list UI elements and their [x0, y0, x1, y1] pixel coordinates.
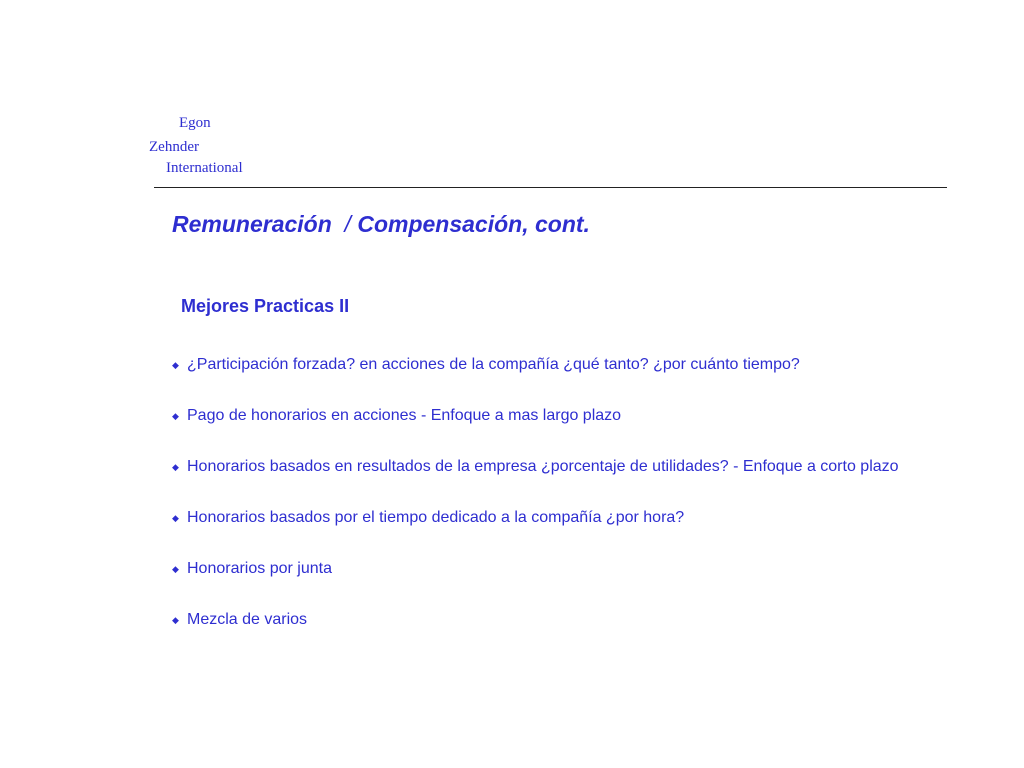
diamond-bullet-icon: ◆ [172, 411, 179, 421]
section-subtitle: Mejores Practicas II [181, 296, 350, 316]
bullet-item [172, 610, 899, 661]
title-part-compensacion: Compensación, cont. [357, 211, 590, 237]
bullet-item [172, 406, 899, 457]
bullet-text: ¿Participación forzada? en acciones de la compañía ¿qué tanto? ¿por cuánto tiempo? [187, 356, 800, 373]
bullet-list [172, 355, 899, 661]
bullet-text: Pago de honorarios en acciones - Enfoque a mas largo plazo [187, 407, 622, 424]
diamond-bullet-icon: ◆ [172, 462, 179, 472]
bullet-item [172, 457, 899, 508]
diamond-bullet-icon: ◆ [172, 360, 179, 370]
title-part-remuneracion: Remuneración [172, 211, 332, 237]
bullet-item [172, 355, 899, 406]
bullet-text: Honorarios basados por el tiempo dedicado a la compañía ¿por hora? [187, 509, 685, 526]
slide-title [172, 212, 590, 237]
bullet-item [172, 508, 899, 559]
logo-international: International [166, 160, 243, 176]
header-divider [154, 187, 947, 188]
logo-egon: Egon [179, 115, 211, 131]
diamond-bullet-icon: ◆ [172, 513, 179, 523]
diamond-bullet-icon: ◆ [172, 615, 179, 625]
diamond-bullet-icon: ◆ [172, 564, 179, 574]
bullet-item [172, 559, 899, 610]
bullet-text: Honorarios por junta [187, 560, 332, 577]
bullet-text: Mezcla de varios [187, 611, 308, 628]
title-separator: / [331, 211, 358, 237]
bullet-text: Honorarios basados en resultados de la empresa ¿porcentaje de utilidades? - Enfoque a corto plazo [187, 458, 899, 475]
logo-zehnder: Zehnder [149, 139, 199, 155]
